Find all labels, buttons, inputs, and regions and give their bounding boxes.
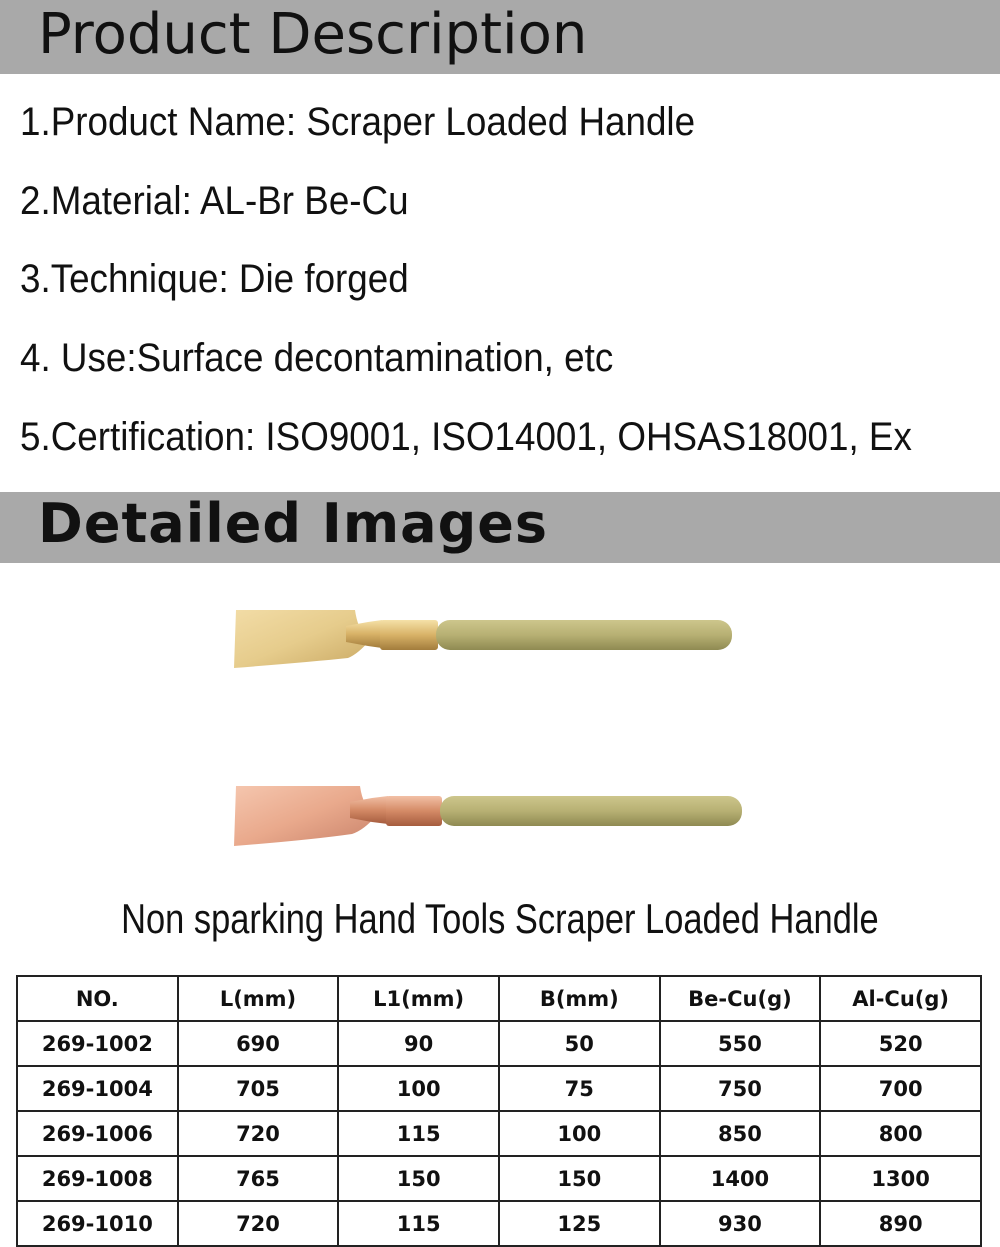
be-cu-scraper-image: [230, 770, 760, 860]
cell-length: 765: [178, 1156, 339, 1201]
cell-no: 269-1010: [17, 1201, 178, 1246]
cell-length: 705: [178, 1066, 339, 1111]
caption-text: Non sparking Hand Tools Scraper Loaded Handle: [121, 895, 879, 942]
spec-technique: 3.Technique: Die forged: [20, 257, 409, 301]
cell-width: 75: [499, 1066, 660, 1111]
table-row: [17, 1021, 981, 1066]
header-al-cu-weight: Al-Cu(g): [820, 976, 981, 1021]
cell-al-cu: 890: [820, 1201, 981, 1246]
cell-no: 269-1004: [17, 1066, 178, 1111]
header-length: L(mm): [178, 976, 339, 1021]
cell-width: 100: [499, 1111, 660, 1156]
spec-material: 2.Material: AL-Br Be-Cu: [20, 179, 409, 223]
header-be-cu-weight: Be-Cu(g): [660, 976, 821, 1021]
cell-length: 690: [178, 1021, 339, 1066]
table-row: [17, 1066, 981, 1111]
cell-be-cu: 550: [660, 1021, 821, 1066]
cell-no: 269-1006: [17, 1111, 178, 1156]
spec-use: 4. Use:Surface decontamination, etc: [20, 336, 614, 380]
ferrule: [386, 796, 442, 826]
table-row: [17, 1201, 981, 1246]
cell-length-1: 150: [338, 1156, 499, 1201]
cell-length-1: 100: [338, 1066, 499, 1111]
detailed-images-banner: [0, 492, 1000, 563]
product-caption: [0, 895, 1000, 943]
header-length-1: L1(mm): [338, 976, 499, 1021]
cell-be-cu: 750: [660, 1066, 821, 1111]
cell-width: 150: [499, 1156, 660, 1201]
cell-al-cu: 800: [820, 1111, 981, 1156]
table-row: [17, 1156, 981, 1201]
cell-be-cu: 1400: [660, 1156, 821, 1201]
cell-al-cu: 1300: [820, 1156, 981, 1201]
cell-length-1: 90: [338, 1021, 499, 1066]
cell-be-cu: 850: [660, 1111, 821, 1156]
cell-al-cu: 520: [820, 1021, 981, 1066]
cell-be-cu: 930: [660, 1201, 821, 1246]
handle: [440, 796, 742, 826]
header-width: B(mm): [499, 976, 660, 1021]
header-no: NO.: [17, 976, 178, 1021]
cell-length: 720: [178, 1111, 339, 1156]
specification-table: [16, 975, 982, 1247]
cell-al-cu: 700: [820, 1066, 981, 1111]
spec-product-name: 1.Product Name: Scraper Loaded Handle: [20, 100, 696, 144]
cell-no: 269-1008: [17, 1156, 178, 1201]
cell-length-1: 115: [338, 1201, 499, 1246]
handle: [436, 620, 732, 650]
cell-length: 720: [178, 1201, 339, 1246]
cell-length-1: 115: [338, 1111, 499, 1156]
spec-certification: 5.Certification: ISO9001, ISO14001, OHSAS18001, Ex: [20, 415, 912, 459]
cell-width: 125: [499, 1201, 660, 1246]
cell-no: 269-1002: [17, 1021, 178, 1066]
product-description-title: Product Description: [38, 2, 588, 67]
detailed-images-title: Detailed Images: [38, 492, 549, 555]
ferrule: [380, 620, 438, 650]
cell-width: 50: [499, 1021, 660, 1066]
table-row: [17, 1111, 981, 1156]
table-header-row: [17, 976, 981, 1021]
al-br-scraper-image: [230, 600, 760, 690]
product-description-banner: [0, 0, 1000, 74]
